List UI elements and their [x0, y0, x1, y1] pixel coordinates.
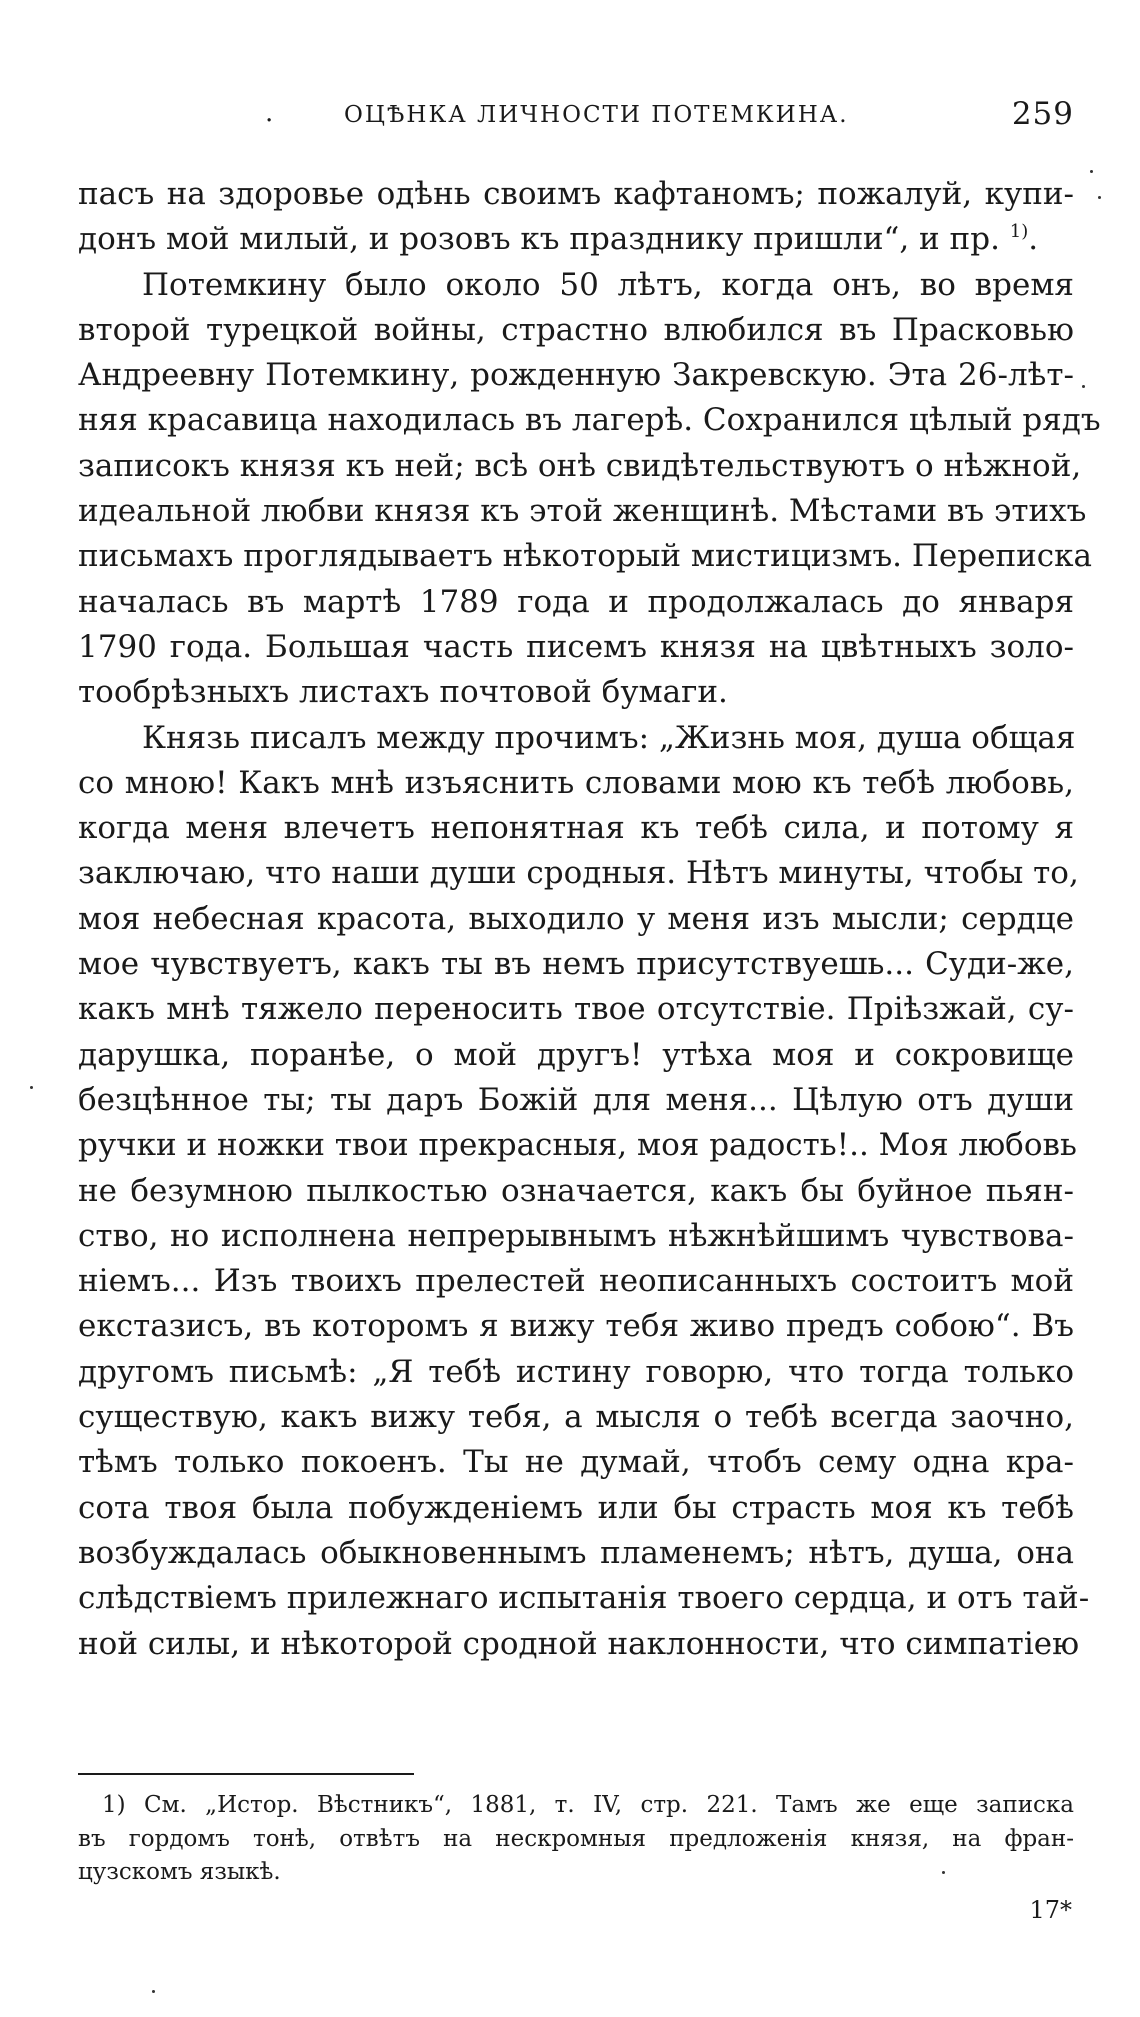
text-line: тѣмъ только покоенъ. Ты не думай, чтобъ сему одна кра-: [78, 1444, 1074, 1481]
footnote-line: 1) См. „Истор. Вѣстникъ“, 1881, т. IV, стр. 221. Тамъ же еще записка: [102, 1792, 1074, 1818]
text-line: ной силы, и нѣкоторой сродной наклонности, что симпатіею: [78, 1625, 1080, 1662]
text-line: письмахъ проглядываетъ нѣкоторый мистицизмъ. Переписка: [78, 538, 1092, 575]
print-speck: [1098, 196, 1101, 199]
print-speck: [1082, 385, 1085, 388]
paragraph: [78, 716, 1090, 1667]
footnote-divider: [78, 1773, 414, 1775]
running-title: ОЦѢНКА ЛИЧНОСТИ ПОТЕМКИНА.: [344, 102, 849, 128]
print-speck: [152, 1990, 155, 1993]
text-line: няя красавица находилась въ лагерѣ. Сохранился цѣлый рядъ: [78, 402, 1101, 439]
text-line: ство, но исполнена непрерывнымъ нѣжнѣйшимъ чувствова-: [78, 1217, 1074, 1254]
footnote-line: цузскомъ языкѣ.: [78, 1859, 281, 1885]
text-line: не безумною пылкостью означается, какъ бы буйное пьян-: [78, 1172, 1074, 1209]
text-line: записокъ князя къ ней; всѣ онѣ свидѣтельствуютъ о нѣжной,: [78, 447, 1082, 484]
text-line: тообрѣзныхъ листахъ почтовой бумаги.: [78, 674, 728, 711]
text-line: идеальной любви князя къ этой женщинѣ. Мѣстами въ этихъ: [78, 493, 1087, 530]
footnote: [78, 1789, 1074, 1890]
print-speck: [30, 1086, 33, 1089]
print-speck: [942, 1871, 945, 1874]
text-line: возбуждалась обыкновеннымъ пламенемъ; нѣтъ, душа, она: [78, 1534, 1074, 1571]
header-dot: .: [265, 98, 274, 128]
text-line: дарушка, поранѣе, о мой другъ! утѣха моя и сокровище: [78, 1036, 1074, 1073]
text-line: началась въ мартѣ 1789 года и продолжалась до января: [78, 583, 1074, 620]
text-line: безцѣнное ты; ты даръ Божій для меня... Цѣлую отъ души: [78, 1081, 1074, 1118]
page-header: [78, 96, 1074, 136]
text-line: мое чувствуетъ, какъ ты въ немъ присутствуешь... Суди-же,: [78, 946, 1074, 983]
footnote-line: въ гордомъ тонѣ, отвѣтъ на нескромныя предложенія князя, на фран-: [78, 1825, 1074, 1852]
page-number: 259: [1011, 96, 1074, 132]
text-line: второй турецкой войны, страстно влюбился въ Прасковью: [78, 311, 1074, 348]
text-line: донъ мой милый, и розовъ къ празднику пришли“, и пр. $^{1)}$.: [78, 221, 1039, 258]
text-line: Андреевну Потемкину, рожденную Закревскую. Эта 26-лѣт-: [78, 357, 1074, 394]
text-line: слѣдствіемъ прилежнаго испытанія твоего сердца, и отъ тай-: [78, 1580, 1090, 1617]
text-line: какъ мнѣ тяжело переносить твое отсутствіе. Пріѣзжай, су-: [78, 991, 1074, 1028]
text-line: Князь писалъ между прочимъ: „Жизнь моя, душа общая: [142, 719, 1076, 756]
text-line: моя небесная красота, выходило у меня изъ мысли; сердце: [78, 900, 1074, 937]
text-line: другомъ письмѣ: „Я тебѣ истину говорю, что тогда только: [78, 1353, 1074, 1390]
text-line: 1790 года. Большая часть писемъ князя на цвѣтныхъ золо-: [78, 628, 1074, 665]
text-line: ніемъ... Изъ твоихъ прелестей неописанныхъ состоитъ мой: [78, 1263, 1074, 1300]
print-speck: [1090, 170, 1093, 173]
body-text: [78, 172, 1101, 1667]
paragraph: [78, 172, 1074, 263]
footnote-reference: 1): [1009, 221, 1029, 243]
paragraph: [78, 263, 1101, 716]
signature-mark: 17*: [1029, 1896, 1072, 1924]
text-line: екстазисъ, въ которомъ я вижу тебя живо предъ собою“. Въ: [78, 1308, 1074, 1345]
text-line: пасъ на здоровье одѣнь своимъ кафтаномъ; пожалуй, купи-: [78, 176, 1074, 212]
text-line: когда меня влечетъ непонятная къ тебѣ сила, и потому я: [78, 810, 1074, 847]
text-line: существую, какъ вижу тебя, а мысля о тебѣ всегда заочно,: [78, 1399, 1074, 1436]
text-line: Потемкину было около 50 лѣтъ, когда онъ, во время: [142, 266, 1074, 303]
text-line: со мною! Какъ мнѣ изъяснить словами мою къ тебѣ любовь,: [78, 764, 1074, 801]
text-line: сота твоя была побужденіемъ или бы страсть моя къ тебѣ: [78, 1489, 1074, 1526]
text-line: заключаю, что наши души сродныя. Нѣтъ минуты, чтобы то,: [78, 855, 1079, 892]
text-line: ручки и ножки твои прекрасныя, моя радость!.. Моя любовь: [78, 1127, 1077, 1164]
